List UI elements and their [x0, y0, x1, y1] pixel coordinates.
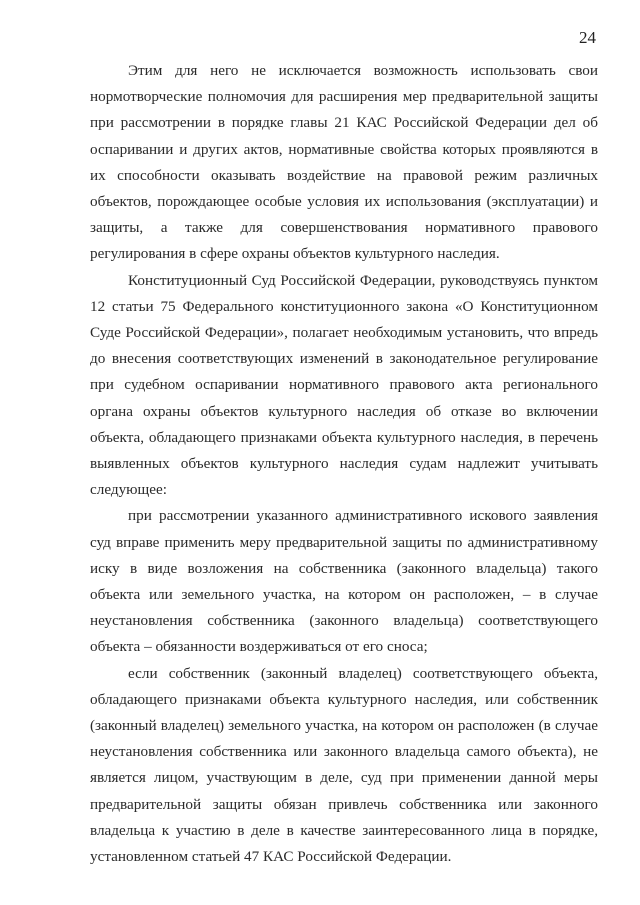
document-body — [90, 58, 598, 870]
paragraph-4: если собственник (законный владелец) соответствующего объекта, обладающего признаками объекта культурного наследия, или собственник (законный владелец) земельного участка, на котором он расположен (в случае неустановления собственника или законного владельца самого объекта), не является лицом, участвующим в деле, суд при применении данной меры предварительной защиты обязан привлечь собственника или законного владельца к участию в деле в качестве заинтересованного лица в порядке, установленном статьей 47 КАС Российской Федерации. — [90, 664, 598, 866]
paragraph-2: Конституционный Суд Российской Федерации, руководствуясь пунктом 12 статьи 75 Федерального конституционного закона «О Конституционном Суде Российской Федерации», полагает необходимым установить, что впредь до внесения соответствующих изменений в законодательное регулирование при судебном оспаривании нормативного правового акта регионального органа охраны объектов культурного наследия об отказе во включении объекта, обладающего признаками объекта культурного наследия, в перечень выявленных объектов культурного наследия судам надлежит учитывать следующее: — [90, 271, 598, 499]
paragraph-3: при рассмотрении указанного административного искового заявления суд вправе применить меру предварительной защиты по административному иску в виде возложения на собственника (законного владельца) такого объекта или земельного участка, на котором он расположен, – в случае неустановления собственника (законного владельца) соответствующего объекта – обязанности воздерживаться от его сноса; — [90, 507, 598, 656]
page-number: 24 — [579, 28, 596, 47]
paragraph-1: Этим для него не исключается возможность использовать свои нормотворческие полномочия для расширения мер предварительной защиты при рассмотрении в порядке главы 21 КАС Российской Федерации дел об оспаривании и других актов, нормативные свойства которых проявляются в их способности оказывать воздействие на правовой режим различных объектов, порождающее особые условия их использования (эксплуатации) и защиты, а также для совершенствования нормативного правового регулирования в сфере охраны объектов культурного наследия. — [90, 62, 598, 263]
